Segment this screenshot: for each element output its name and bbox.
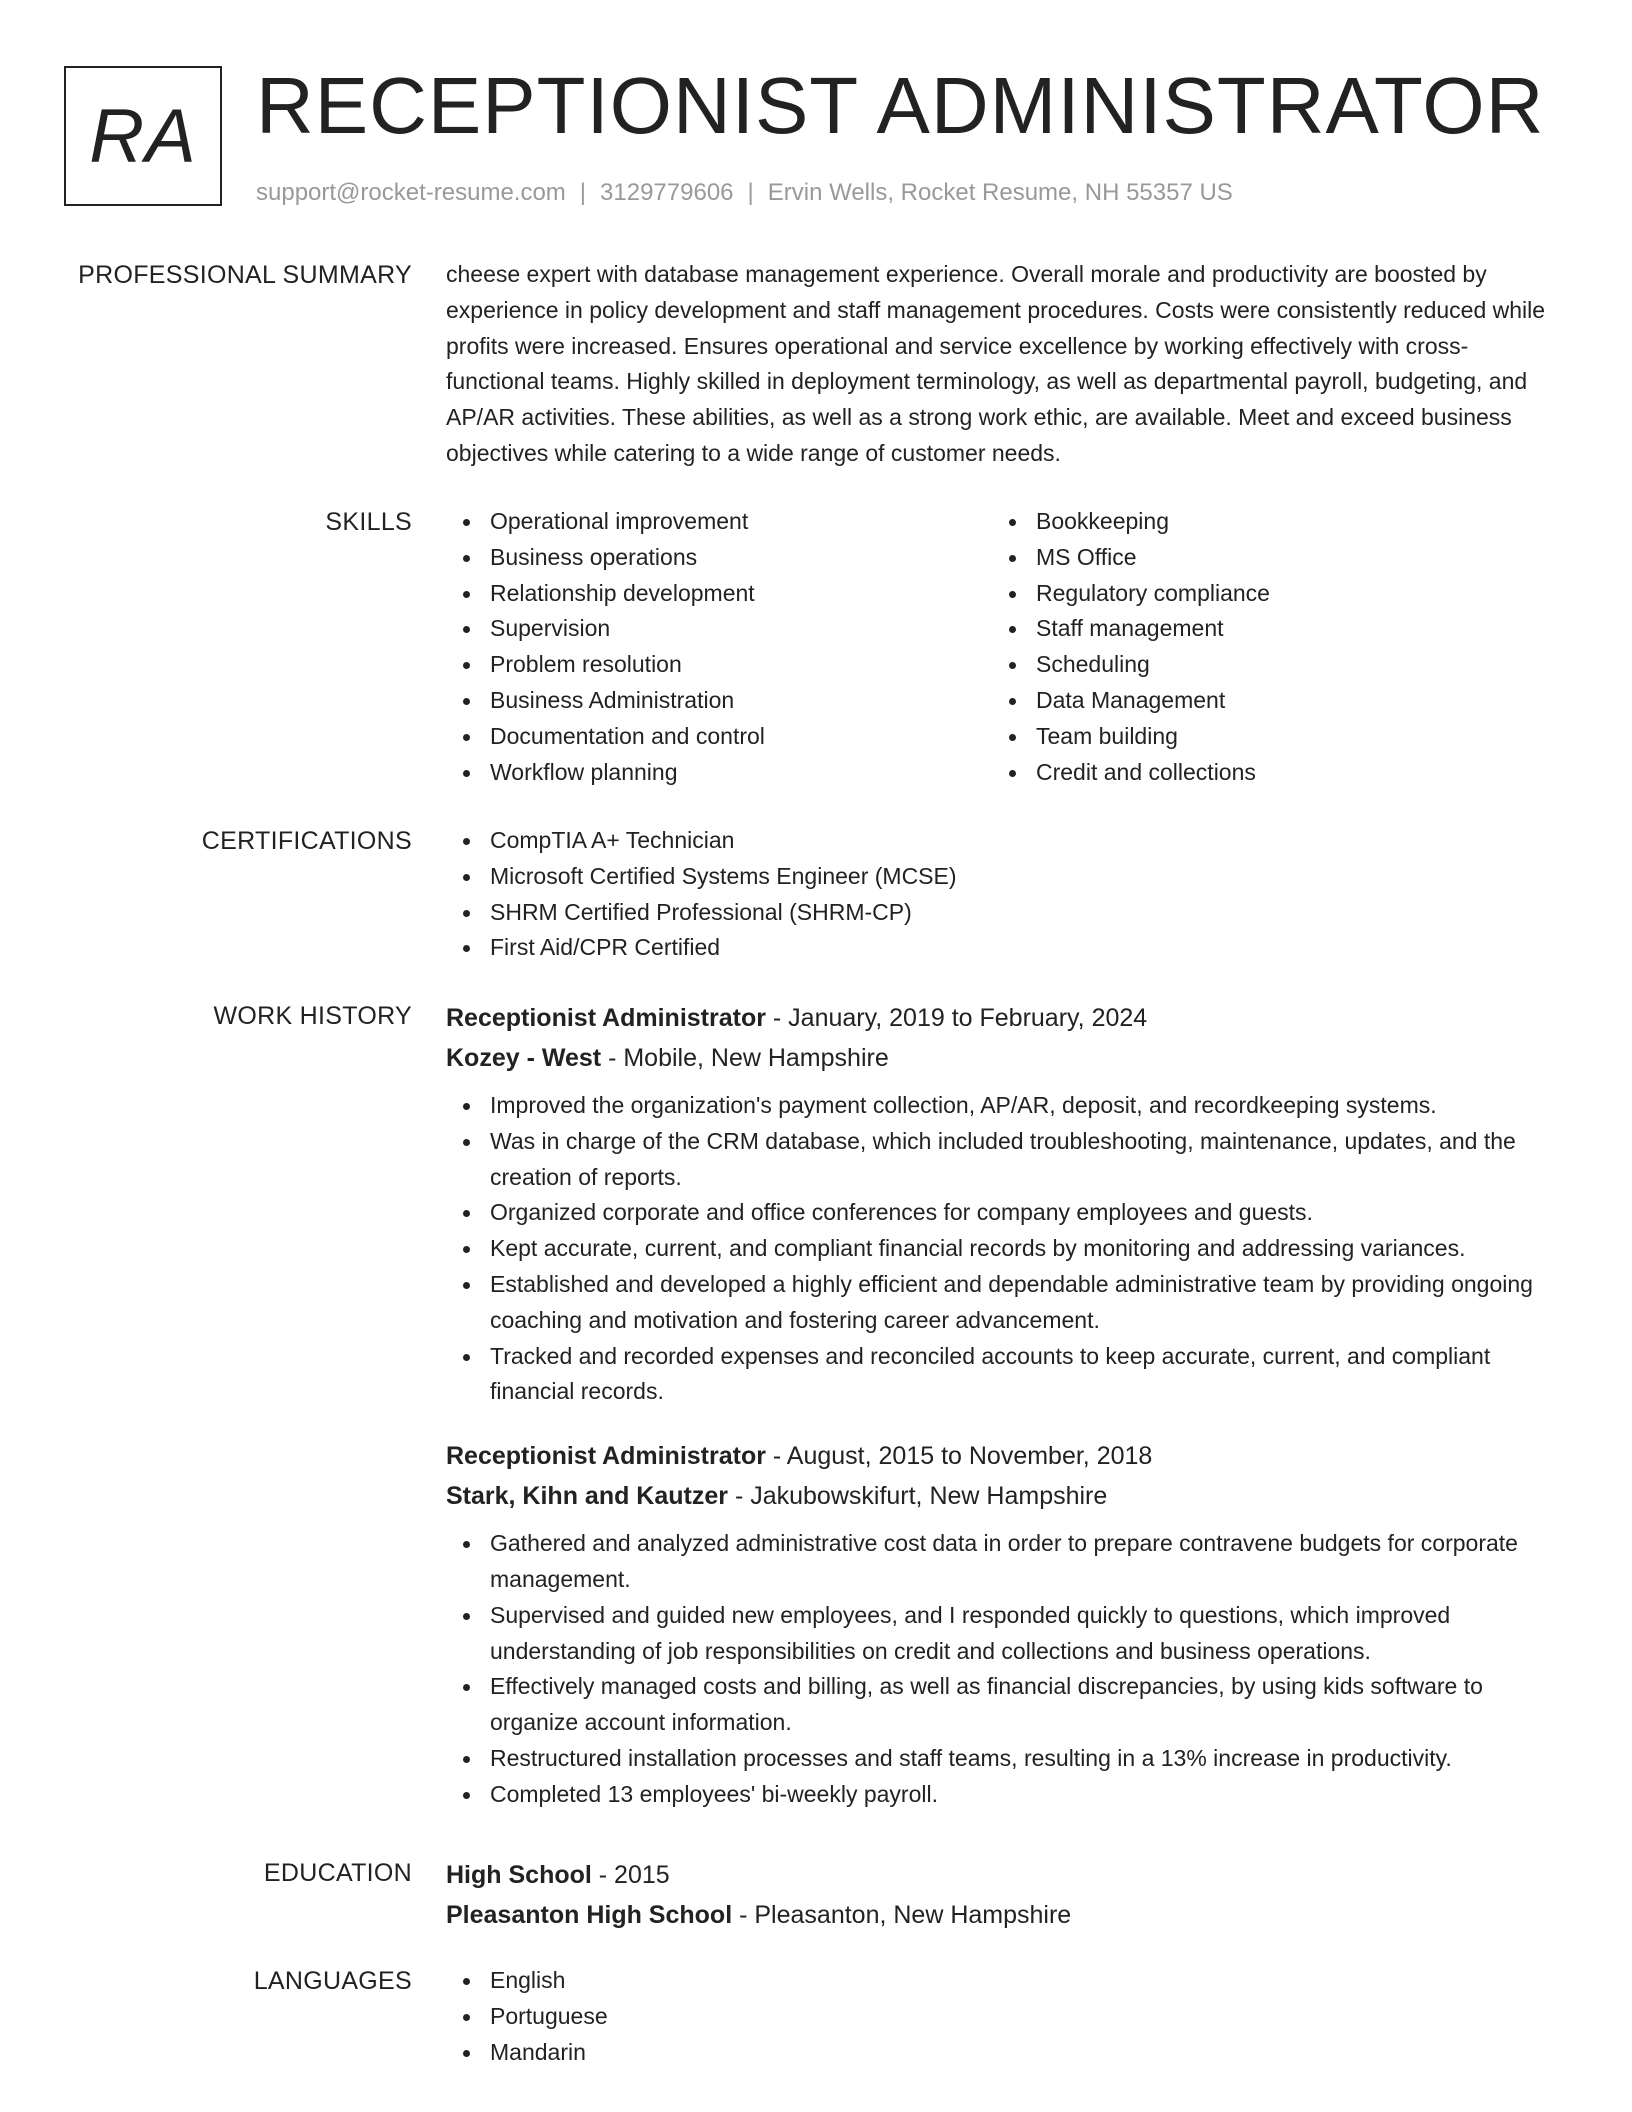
skill-item: Problem resolution — [446, 647, 992, 683]
skill-item: Staff management — [992, 611, 1538, 647]
job-bullet: Restructured installation processes and staff teams, resulting in a 13% increase in productivity. — [446, 1741, 1561, 1777]
job-bullet: Supervised and guided new employees, and I responded quickly to questions, which improved understanding of job responsibilities on credit and collections and business operations. — [446, 1598, 1561, 1670]
contact-separator: | — [579, 179, 587, 206]
skill-item: Data Management — [992, 683, 1538, 719]
education-degree-line — [446, 1855, 1561, 1895]
job-location: - Jakubowskifurt, New Hampshire — [728, 1482, 1108, 1511]
contact-phone[interactable]: 3129779606 — [600, 179, 734, 206]
job-bullet: Effectively managed costs and billing, as well as financial discrepancies, by using kids software to organize account information. — [446, 1669, 1561, 1741]
skills-list-right — [992, 504, 1538, 790]
section-label-skills: SKILLS — [325, 508, 412, 536]
job-bullet: Kept accurate, current, and compliant financial records by monitoring and addressing variances. — [446, 1231, 1561, 1267]
job-company: Stark, Kihn and Kautzer — [446, 1482, 728, 1511]
skill-item: Workflow planning — [446, 755, 992, 791]
language-item: Portuguese — [446, 1999, 1561, 2035]
job-bullet: Established and developed a highly efficient and dependable administrative team by providing ongoing coaching and motivation and fostering career advancement. — [446, 1267, 1561, 1339]
skill-item: Regulatory compliance — [992, 576, 1538, 612]
candidate-title: RECEPTIONIST ADMINISTRATOR — [256, 61, 1545, 150]
skill-item: MS Office — [992, 540, 1538, 576]
skills-list-left — [446, 504, 992, 790]
education-school: Pleasanton High School — [446, 1901, 733, 1929]
job-bullet: Tracked and recorded expenses and reconciled accounts to keep accurate, current, and compliant financial records. — [446, 1339, 1561, 1411]
job-dates: - August, 2015 to November, 2018 — [765, 1442, 1153, 1471]
job-bullets — [446, 1088, 1561, 1410]
contact-separator: | — [747, 179, 754, 206]
languages-list — [446, 1963, 1561, 2070]
job-company: Kozey - West — [446, 1044, 602, 1072]
job-company-line — [446, 1038, 1561, 1078]
skill-item: Scheduling — [992, 647, 1538, 683]
certification-item: First Aid/CPR Certified — [446, 930, 1561, 966]
job-bullet: Was in charge of the CRM database, which included troubleshooting, maintenance, updates, and the creation of reports. — [446, 1124, 1561, 1196]
section-label-work-history: WORK HISTORY — [213, 1002, 412, 1030]
certifications-list — [446, 823, 1561, 966]
education-year: - 2015 — [591, 1861, 670, 1889]
monogram-badge: RA — [64, 66, 222, 206]
contact-line — [256, 176, 1233, 210]
summary-text: cheese expert with database management experience. Overall morale and productivity are boosted by experience in policy development and staff management procedures. Costs were consistently reduced while profits were increased. Ensures operational and service excellence by working effectively with cross-functional teams. Highly skilled in deployment terminology, as well as departmental payroll, budgeting, and AP/AR activities. These abilities, as well as a strong work ethic, are available. Meet and exceed business objectives while catering to a wide range of customer needs. — [446, 261, 1546, 466]
job-title: Receptionist Administrator — [446, 1004, 766, 1032]
job-entry — [446, 998, 1561, 1410]
skill-item: Business operations — [446, 540, 992, 576]
certification-item: SHRM Certified Professional (SHRM-CP) — [446, 895, 1561, 931]
job-location: - Mobile, New Hampshire — [601, 1044, 889, 1072]
contact-email[interactable]: support@rocket-resume.com — [256, 179, 566, 206]
job-title-line — [446, 1436, 1561, 1476]
resume-header — [64, 61, 1584, 214]
skill-item: Credit and collections — [992, 755, 1538, 791]
skill-item: Bookkeeping — [992, 504, 1538, 540]
section-label-summary: PROFESSIONAL SUMMARY — [78, 261, 412, 289]
job-bullet: Improved the organization's payment collection, AP/AR, deposit, and recordkeeping systems. — [446, 1088, 1561, 1124]
education-school-line — [446, 1895, 1561, 1935]
skill-item: Team building — [992, 719, 1538, 755]
job-title: Receptionist Administrator — [446, 1442, 766, 1471]
skill-item: Documentation and control — [446, 719, 992, 755]
job-bullet: Organized corporate and office conferences for company employees and guests. — [446, 1195, 1561, 1231]
skill-item: Supervision — [446, 611, 992, 647]
education-location: - Pleasanton, New Hampshire — [732, 1901, 1072, 1929]
skill-item: Relationship development — [446, 576, 992, 612]
job-bullet: Completed 13 employees' bi-weekly payroll. — [446, 1777, 1561, 1813]
job-company-line — [446, 1476, 1561, 1516]
certification-item: CompTIA A+ Technician — [446, 823, 1561, 859]
job-title-line — [446, 998, 1561, 1038]
contact-address: Ervin Wells, Rocket Resume, NH 55357 US — [767, 179, 1233, 206]
education-degree: High School — [446, 1861, 592, 1889]
job-entry — [446, 1436, 1561, 1812]
skill-item: Business Administration — [446, 683, 992, 719]
skill-item: Operational improvement — [446, 504, 992, 540]
job-dates: - January, 2019 to February, 2024 — [765, 1004, 1148, 1032]
job-bullet: Gathered and analyzed administrative cost data in order to prepare contravene budgets for corporate management. — [446, 1526, 1561, 1598]
language-item: English — [446, 1963, 1561, 1999]
certification-item: Microsoft Certified Systems Engineer (MCSE) — [446, 859, 1561, 895]
section-label-certifications: CERTIFICATIONS — [201, 827, 412, 855]
section-label-languages: LANGUAGES — [253, 1967, 412, 1995]
section-label-education: EDUCATION — [263, 1859, 412, 1887]
job-bullets — [446, 1526, 1561, 1812]
language-item: Mandarin — [446, 2035, 1561, 2071]
